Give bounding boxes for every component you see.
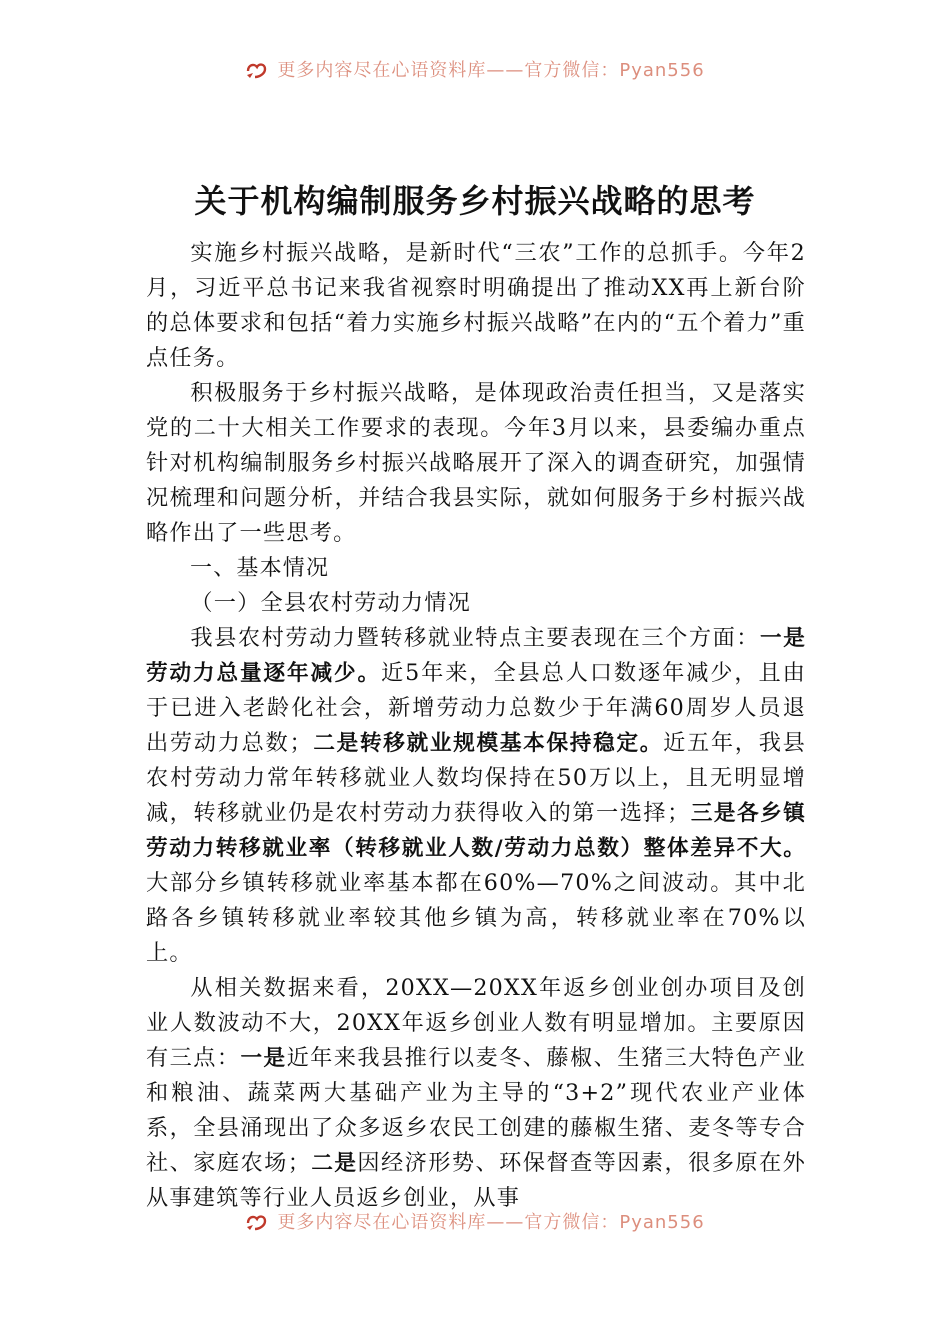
watermark-text: 更多内容尽在心语资料库——官方微信：Pyan556 — [277, 1212, 705, 1233]
text-run: 因经济形势、环保督查等因素，很多原在外从事建筑等行业人员返乡创业，从事 — [146, 1150, 806, 1211]
text-run: 我县农村劳动力暨转移就业特点主要表现在三个方面： — [190, 625, 761, 651]
watermark-text: 更多内容尽在心语资料库——官方微信：Pyan556 — [277, 60, 705, 81]
watermark-logo-icon — [245, 1211, 269, 1231]
text-run: 近五年，我县农村劳动力常年转移就业人数均保持在50万以上，且无明显增减，转移就业仍是农村劳动力获得收入的第一选择； — [146, 730, 807, 826]
text-run: 近5年来，全县总人口数逐年减少，且由于已进入老龄化社会，新增劳动力总数少于年满60周岁人员退出劳动力总数； — [146, 660, 806, 756]
footer-watermark — [0, 1206, 950, 1236]
header-watermark — [0, 54, 950, 84]
bold-point-2: 二是转移就业规模基本保持稳定。 — [312, 731, 664, 756]
section-heading-basic-situation: 一、基本情况 — [190, 556, 330, 581]
paragraph-labor-features — [146, 621, 806, 971]
watermark-logo-icon — [245, 59, 269, 79]
document-body — [146, 236, 806, 1216]
bold-reason-2: 二是 — [311, 1151, 358, 1176]
bold-reason-1: 一是 — [240, 1046, 287, 1071]
bold-point-1: 一是劳动力总量逐年减少。 — [146, 626, 806, 686]
paragraph-intro: 实施乡村振兴战略，是新时代“三农”工作的总抓手。今年2月，习近平总书记来我省视察时明确提出了推动XX再上新台阶的总体要求和包括“着力实施乡村振兴战略”在内的“五个着力”重点任务。 — [146, 240, 806, 371]
paragraph-significance: 积极服务于乡村振兴战略，是体现政治责任担当，又是落实党的二十大相关工作要求的表现。今年3月以来，县委编办重点针对机构编制服务乡村振兴战略展开了深入的调查研究，加强情况梳理和问题分析，并结合我县实际，就如何服务于乡村振兴战略作出了一些思考。 — [146, 380, 806, 546]
document-title: 关于机构编制服务乡村振兴战略的思考 — [194, 182, 756, 220]
subsection-heading-rural-labor: （一）全县农村劳动力情况 — [190, 590, 472, 616]
text-run: 大部分乡镇转移就业率基本都在60%—70%之间波动。其中北路各乡镇转移就业率较其他乡镇为高，转移就业率在70%以上。 — [146, 870, 806, 966]
bold-point-3: 三是各乡镇劳动力转移就业率（转移就业人数/劳动力总数）整体差异不大。 — [146, 801, 806, 861]
text-run: 近年来我县推行以麦冬、藤椒、生猪三大特色产业和粮油、蔬菜两大基础产业为主导的“3+2”现代农业产业体系，全县涌现出了众多返乡农民工创建的藤椒生猪、麦冬等专合社、家庭农场； — [146, 1045, 806, 1176]
paragraph-return-entrepreneurship — [146, 971, 806, 1216]
text-run: 从相关数据来看，20XX—20XX年返乡创业创办项目及创业人数波动不大，20XX年返乡创业人数有明显增加。主要原因有三点： — [146, 975, 806, 1071]
